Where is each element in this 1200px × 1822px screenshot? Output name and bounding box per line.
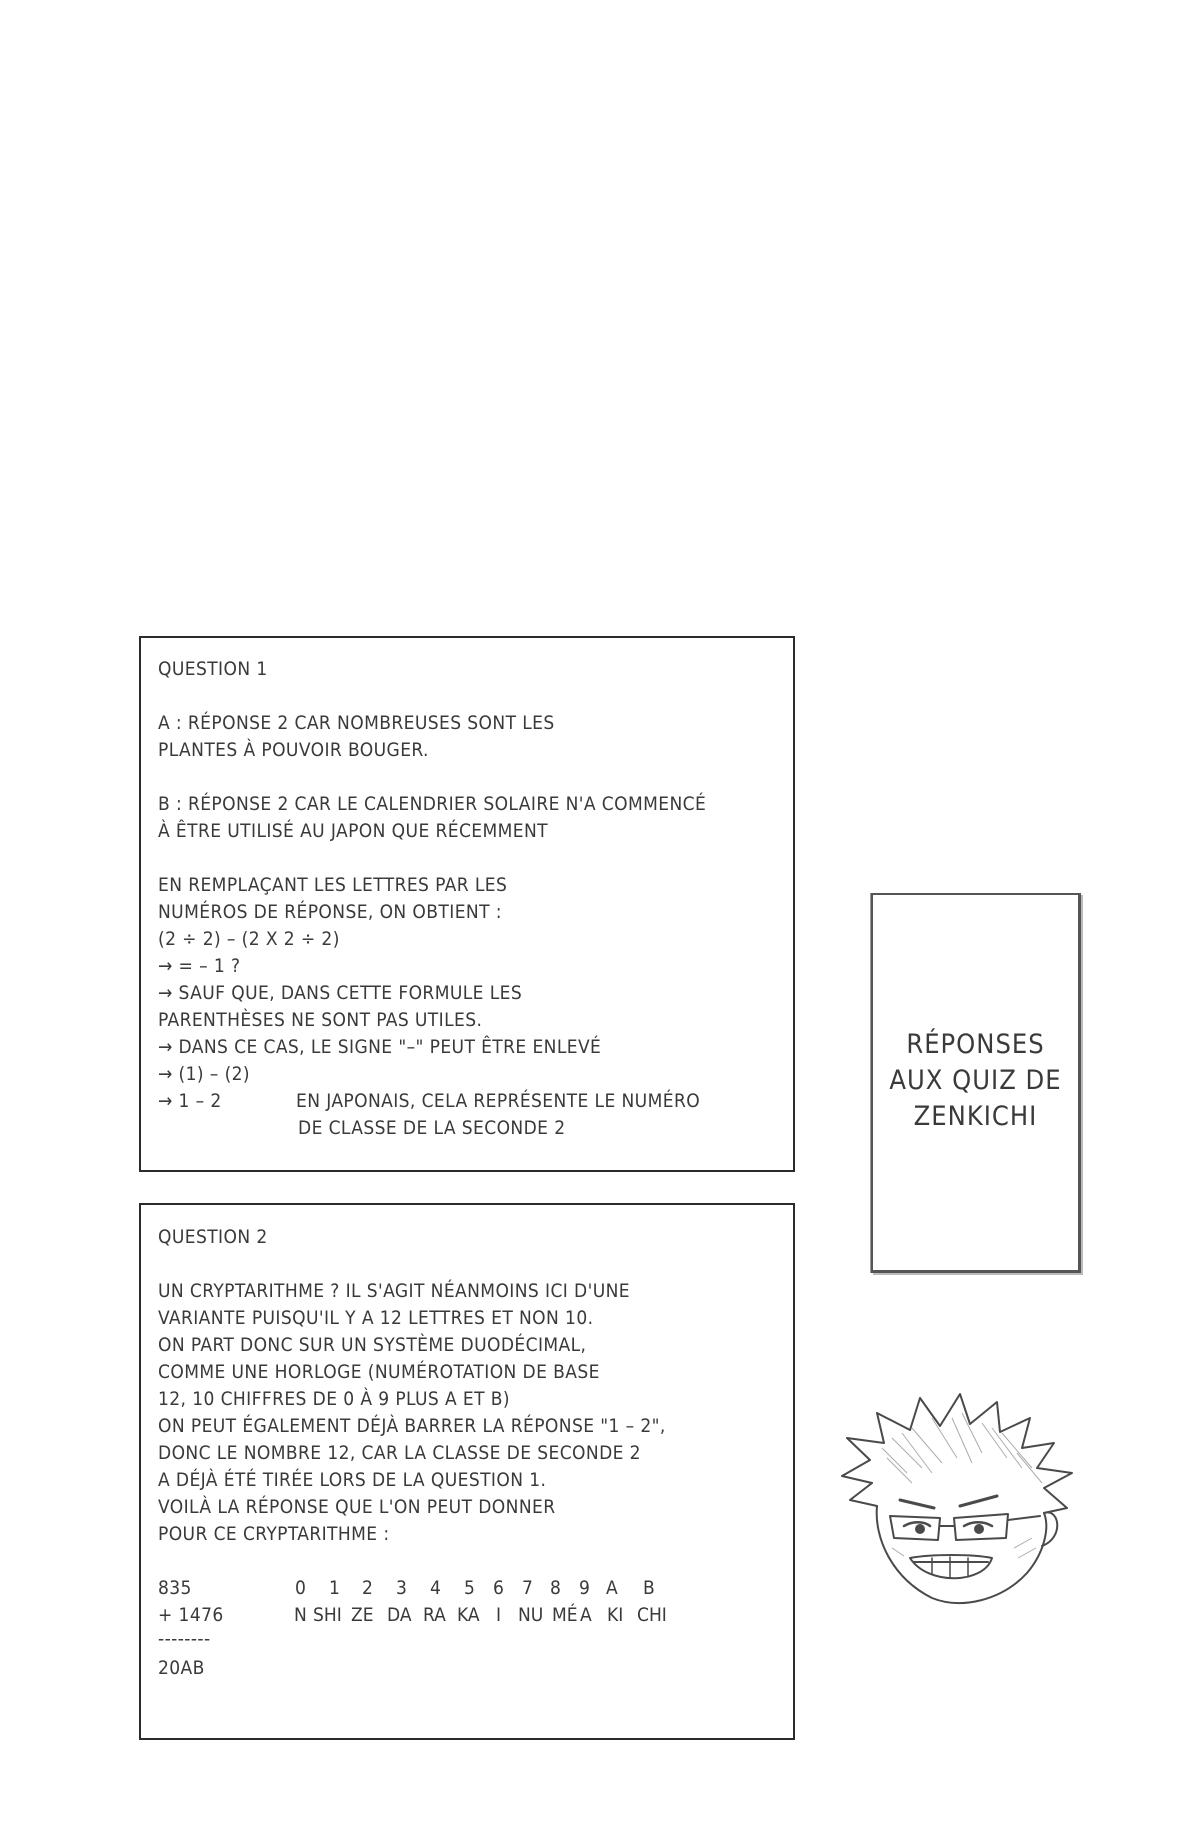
syllable: ZE [351,1604,374,1626]
syllable: A [580,1604,592,1626]
digit: A [606,1577,618,1599]
digit: 9 [579,1577,590,1599]
digit: 2 [362,1577,373,1599]
q2-line: ON PEUT ÉGALEMENT DÉJÀ BARRER LA RÉPONSE "1 – 2", [158,1415,666,1437]
title-line: ZENKICHI [913,1101,1038,1132]
digit: B [643,1577,655,1599]
q2-line: VOILÀ LA RÉPONSE QUE L'ON PEUT DONNER [158,1496,556,1518]
sum-rule: -------- [158,1628,211,1650]
question-2-heading: QUESTION 2 [158,1226,268,1248]
q2-line: COMME UNE HORLOGE (NUMÉROTATION DE BASE [158,1361,600,1383]
sum-operand-2: + 1476 [158,1604,224,1626]
q1-line: → DANS CE CAS, LE SIGNE "–" PEUT ÊTRE ENLEVÉ [158,1036,602,1058]
q2-line: A DÉJÀ ÉTÉ TIRÉE LORS DE LA QUESTION 1. [158,1469,547,1491]
title-box [871,893,1081,1273]
sum-result: 20AB [158,1657,205,1679]
syllable: MÉ [552,1604,578,1626]
title-line: AUX QUIZ DE [889,1065,1062,1096]
q1-line: A : RÉPONSE 2 CAR NOMBREUSES SONT LES [158,712,555,734]
syllable: CHI [637,1604,667,1626]
digit: 1 [329,1577,340,1599]
q1-line: → (1) – (2) [158,1063,250,1085]
syllable: KI [607,1604,624,1626]
q1-line: PARENTHÈSES NE SONT PAS UTILES. [158,1009,483,1031]
syllable: KA [457,1604,480,1626]
question-1-heading: QUESTION 1 [158,658,268,680]
syllable: RA [423,1604,446,1626]
digit: 3 [396,1577,407,1599]
q1-line: EN JAPONAIS, CELA REPRÉSENTE LE NUMÉRO [296,1090,701,1112]
digit: 5 [464,1577,475,1599]
digit: 6 [493,1577,504,1599]
digit: 4 [430,1577,441,1599]
q1-line: DE CLASSE DE LA SECONDE 2 [298,1117,566,1139]
q2-line: VARIANTE PUISQU'IL Y A 12 LETTRES ET NON 10. [158,1307,594,1329]
question-1-box [139,636,795,1172]
q2-line: POUR CE CRYPTARITHME : [158,1523,390,1545]
title-line: RÉPONSES [906,1029,1045,1060]
question-2-box [139,1203,795,1740]
q1-line: PLANTES À POUVOIR BOUGER. [158,739,429,761]
syllable: SHI [313,1604,342,1626]
digit: 0 [295,1577,306,1599]
q1-line: EN REMPLAÇANT LES LETTRES PAR LES [158,874,508,896]
syllable: NU [518,1604,544,1626]
q2-line: DONC LE NOMBRE 12, CAR LA CLASSE DE SECONDE 2 [158,1442,641,1464]
syllable: I [496,1604,502,1626]
q1-line: À ÊTRE UTILISÉ AU JAPON QUE RÉCEMMENT [158,820,549,842]
q1-line: → SAUF QUE, DANS CETTE FORMULE LES [158,982,523,1004]
q1-line: NUMÉROS DE RÉPONSE, ON OBTIENT : [158,901,502,923]
digit: 7 [522,1577,533,1599]
q1-line: → = – 1 ? [158,955,241,977]
q2-line: 12, 10 CHIFFRES DE 0 À 9 PLUS A ET B) [158,1388,510,1410]
q1-formula: (2 ÷ 2) – (2 X 2 ÷ 2) [158,928,340,950]
syllable: DA [387,1604,412,1626]
zenkichi-sketch-illustration [832,1388,1082,1618]
q2-line: ON PART DONC SUR UN SYSTÈME DUODÉCIMAL, [158,1334,587,1356]
digit: 8 [550,1577,561,1599]
q2-line: UN CRYPTARITHME ? IL S'AGIT NÉANMOINS ICI D'UNE [158,1280,631,1302]
q1-line: B : RÉPONSE 2 CAR LE CALENDRIER SOLAIRE N'A COMMENCÉ [158,793,707,815]
q1-line: → 1 – 2 [158,1090,222,1112]
sum-operand-1: 835 [158,1577,192,1599]
syllable: N [294,1604,307,1626]
